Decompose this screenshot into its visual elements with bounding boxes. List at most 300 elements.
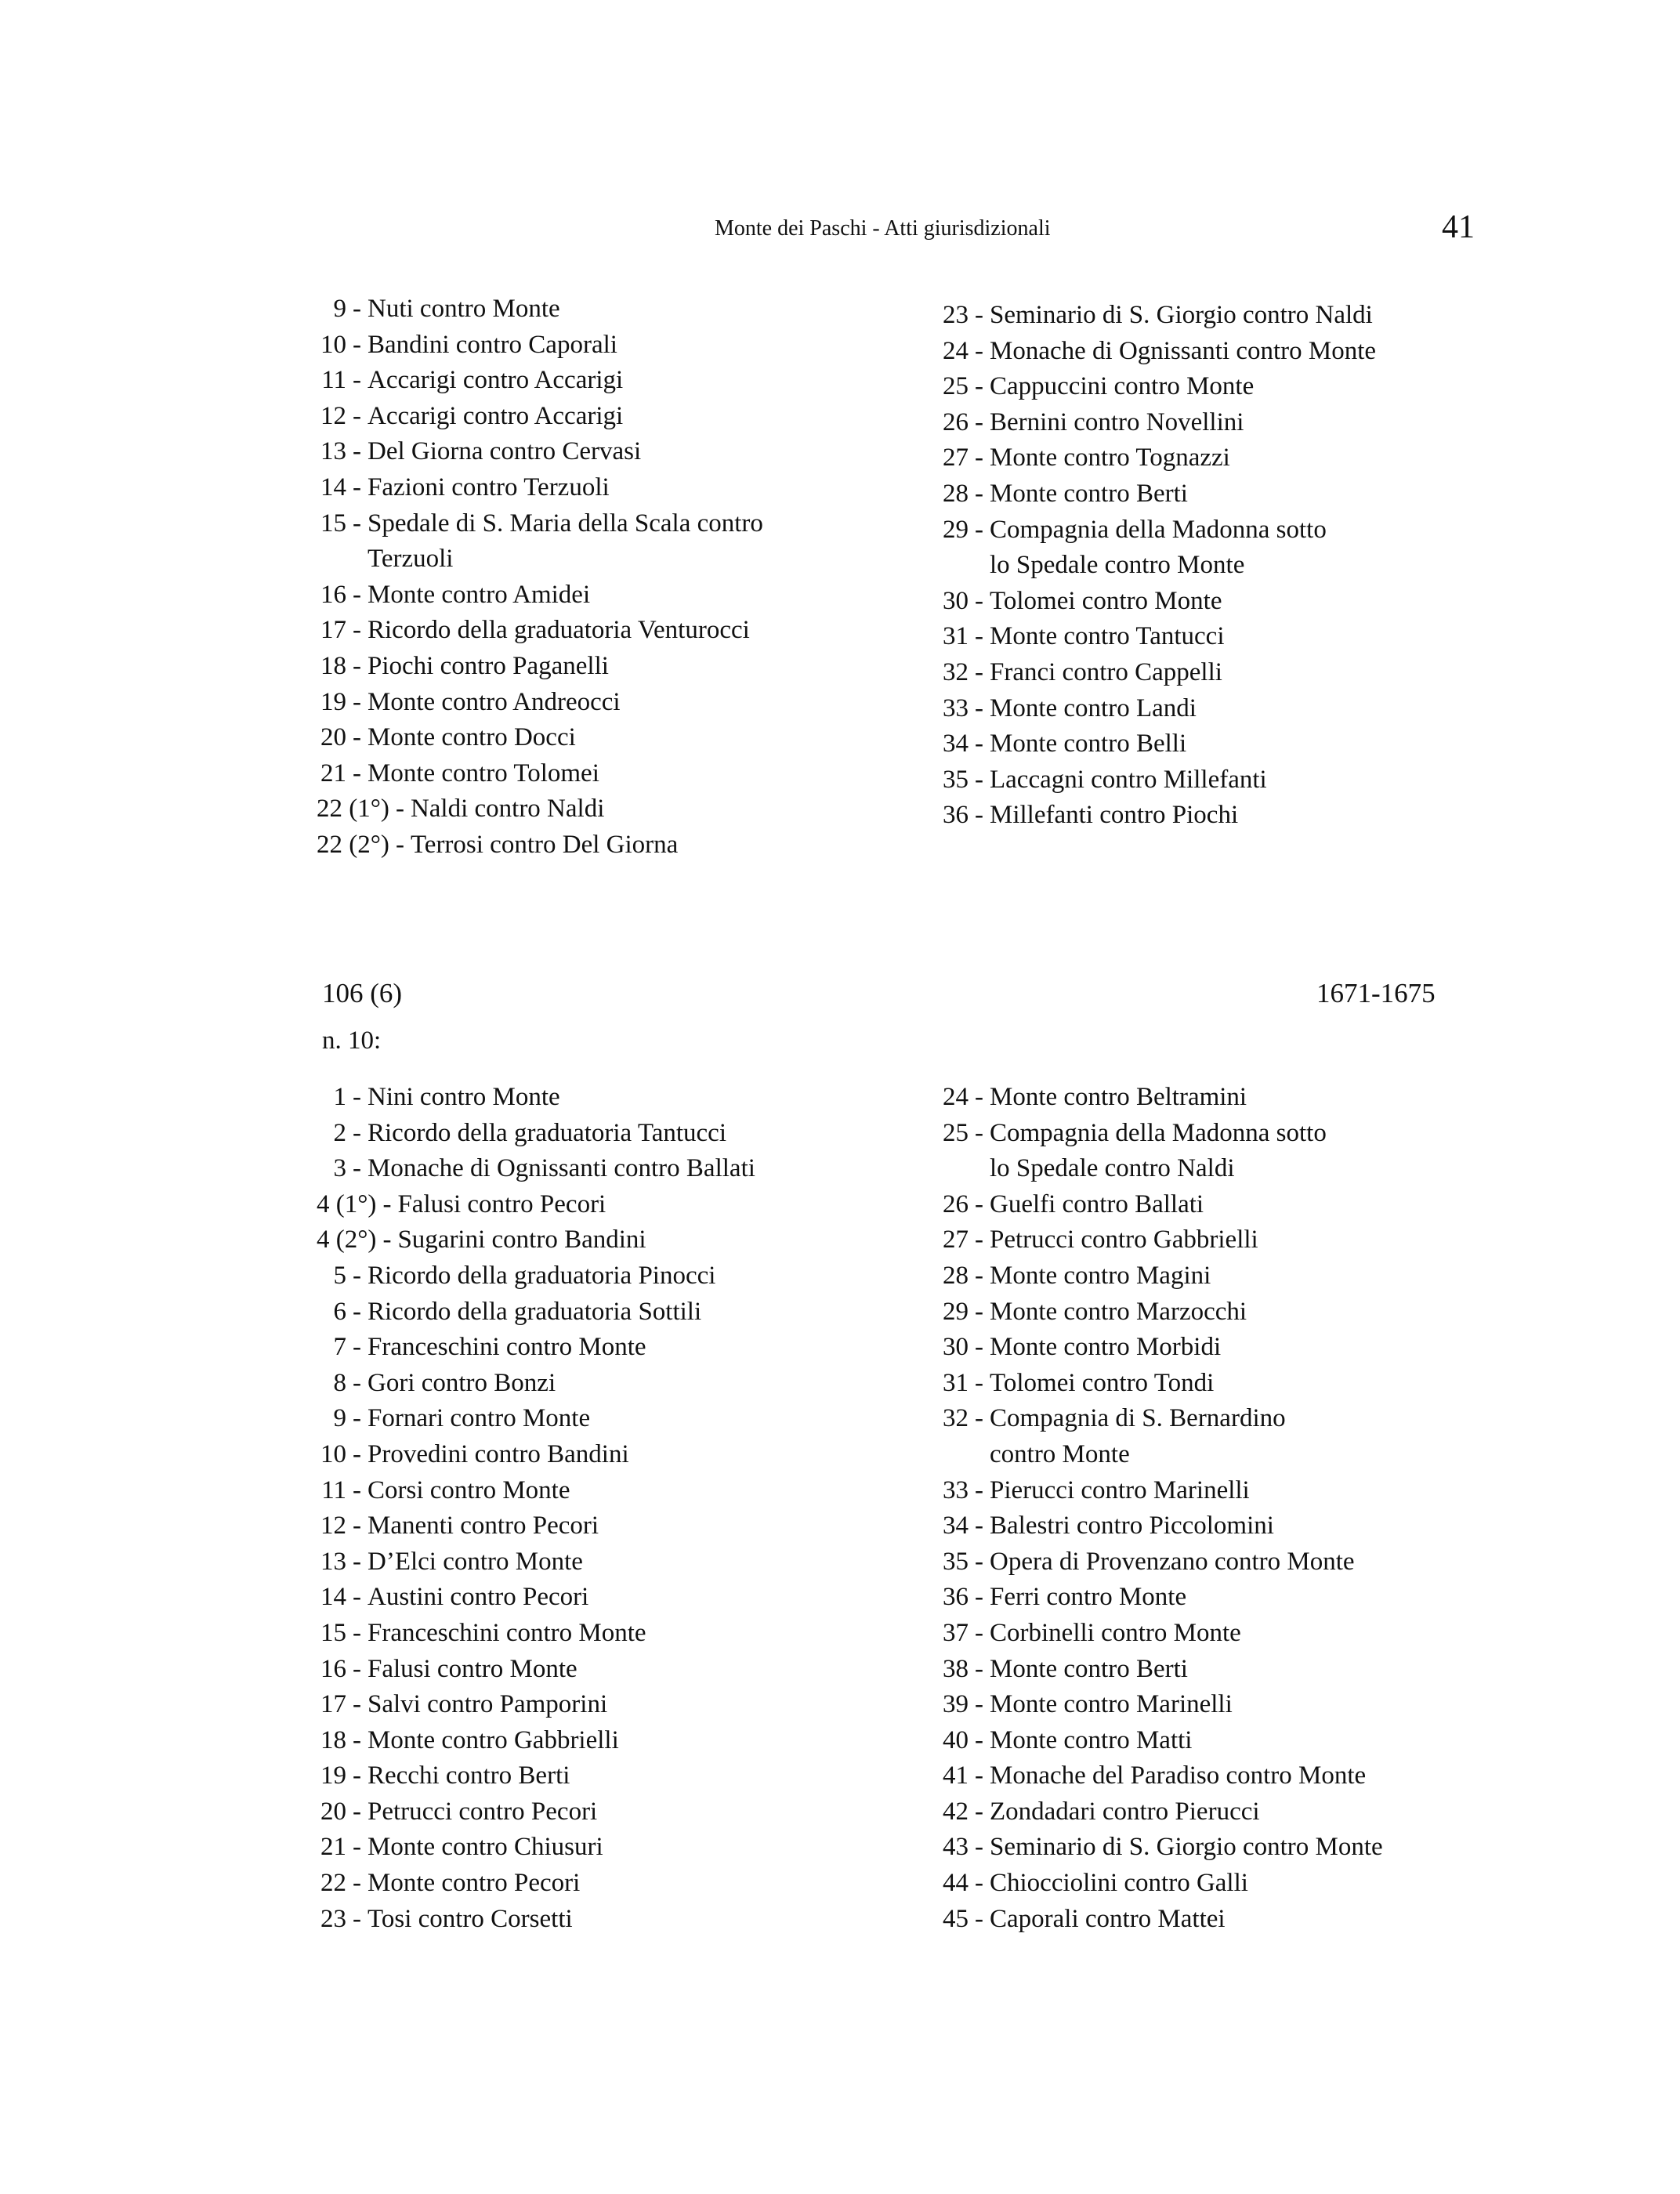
- list-item: [939, 1116, 1383, 1187]
- item-text: [368, 1366, 556, 1402]
- item-text-line: Monte contro Tantucci: [990, 622, 1225, 651]
- separator-dash: -: [975, 1547, 983, 1576]
- separator-dash: -: [975, 730, 983, 758]
- running-head-title: Monte dei Paschi - Atti giurisdizionali: [715, 216, 1051, 241]
- item-text-line: Seminario di S. Giorgio contro Monte: [990, 1833, 1383, 1862]
- item-text-line: Tolomei contro Monte: [990, 586, 1222, 615]
- item-text: [990, 1258, 1211, 1294]
- item-text: [990, 1830, 1383, 1866]
- separator-dash: -: [353, 1439, 361, 1468]
- item-text-line: Naldi contro Naldi: [410, 795, 605, 824]
- separator-dash: -: [353, 1297, 361, 1326]
- item-number: 33: [943, 1475, 969, 1504]
- list-item: [317, 1723, 755, 1759]
- item-number: 29: [943, 1297, 969, 1326]
- item-number: 33: [943, 693, 969, 722]
- separator-dash: -: [975, 1512, 983, 1541]
- item-text-line: lo Spedale contro Naldi: [990, 1154, 1235, 1183]
- item-text: [990, 476, 1188, 512]
- item-number: 9: [333, 1404, 346, 1433]
- separator-dash: -: [353, 1725, 361, 1754]
- separator-dash: -: [975, 1869, 983, 1898]
- item-text: [368, 1723, 619, 1759]
- separator-dash: -: [353, 1118, 361, 1147]
- item-number: 4 (1°): [317, 1189, 377, 1218]
- item-text: [990, 655, 1222, 691]
- item-number: 10: [320, 330, 346, 359]
- list-item: [317, 791, 763, 827]
- separator-dash: -: [353, 472, 361, 501]
- list-item: [317, 1652, 755, 1688]
- item-number: 41: [943, 1761, 969, 1790]
- item-text-line: Monte contro Docci: [368, 723, 576, 752]
- item-text-line: Millefanti contro Piochi: [990, 801, 1239, 830]
- item-number: 17: [320, 1690, 346, 1719]
- item-number: 36: [943, 801, 969, 830]
- item-text: [368, 649, 609, 685]
- list-item: [939, 1758, 1383, 1794]
- item-text-line: Chiocciolini contro Galli: [990, 1869, 1248, 1898]
- item-text: [990, 1758, 1366, 1794]
- separator-dash: -: [975, 1083, 983, 1111]
- item-text: [990, 1473, 1250, 1509]
- item-number: 27: [943, 1226, 969, 1254]
- item-number: 43: [943, 1833, 969, 1862]
- list-item: [317, 1616, 755, 1652]
- separator-dash: -: [975, 1690, 983, 1719]
- list-item: [317, 1258, 755, 1294]
- item-number: 1: [333, 1083, 346, 1111]
- item-number: 30: [943, 586, 969, 615]
- item-number: 24: [943, 1083, 969, 1111]
- item-text-line: Monte contro Andreocci: [368, 687, 621, 716]
- list-item: [939, 1723, 1383, 1759]
- list-item: [939, 1794, 1383, 1830]
- item-number: 25: [943, 1118, 969, 1147]
- item-text-line: Corsi contro Monte: [368, 1475, 570, 1504]
- item-text-line: Monte contro Beltramini: [990, 1083, 1247, 1111]
- section1-left-column: [317, 291, 763, 863]
- item-number: 11: [321, 366, 346, 395]
- item-text-line: Tolomei contro Tondi: [990, 1368, 1215, 1397]
- item-number: 35: [943, 765, 969, 794]
- item-text: [990, 405, 1244, 441]
- separator-dash: -: [353, 1797, 361, 1826]
- item-text: [368, 1652, 578, 1688]
- separator-dash: -: [975, 336, 983, 365]
- item-text: [368, 1401, 590, 1437]
- separator-dash: -: [975, 407, 983, 436]
- item-text: [368, 1508, 599, 1544]
- separator-dash: -: [353, 1333, 361, 1362]
- list-item: [317, 1830, 755, 1866]
- item-text-line: Terzuoli: [368, 545, 454, 574]
- list-item: [939, 762, 1376, 798]
- item-text: [368, 1473, 570, 1509]
- item-text: [368, 1437, 629, 1473]
- item-text-line: Monte contro Pecori: [368, 1869, 581, 1898]
- item-text: [368, 399, 623, 435]
- list-item: [939, 405, 1376, 441]
- list-item: [317, 1687, 755, 1723]
- separator-dash: -: [975, 1654, 983, 1683]
- item-number: 19: [320, 687, 346, 716]
- separator-dash: -: [353, 1618, 361, 1647]
- section2-left-column: [317, 1080, 755, 1937]
- item-text: [368, 506, 763, 577]
- item-text: [397, 1222, 646, 1258]
- item-number: 24: [943, 336, 969, 365]
- item-text-line: Piochi contro Paganelli: [368, 651, 609, 680]
- list-item: [939, 476, 1376, 512]
- item-number: 3: [333, 1154, 346, 1183]
- separator-dash: -: [382, 1226, 392, 1254]
- item-number: 6: [333, 1297, 346, 1326]
- item-text-line: Fornari contro Monte: [368, 1404, 591, 1433]
- list-item: [317, 363, 763, 399]
- list-item: [939, 1294, 1383, 1331]
- item-text: [368, 1258, 715, 1294]
- page-number: 41: [1442, 209, 1475, 245]
- list-item: [939, 1866, 1383, 1902]
- item-number: 23: [320, 1904, 346, 1933]
- item-text: [990, 726, 1186, 762]
- separator-dash: -: [975, 1904, 983, 1933]
- separator-dash: -: [975, 801, 983, 830]
- section-id: 106 (6): [322, 978, 403, 1008]
- item-number: 15: [320, 509, 346, 538]
- list-item: [317, 577, 763, 614]
- item-text-line: Ricordo della graduatoria Venturocci: [368, 616, 750, 645]
- separator-dash: -: [353, 1547, 361, 1576]
- item-text-line: Seminario di S. Giorgio contro Naldi: [990, 301, 1373, 329]
- separator-dash: -: [382, 1189, 392, 1218]
- item-text-line: Provedini contro Bandini: [368, 1439, 629, 1468]
- item-text-line: Sugarini contro Bandini: [397, 1226, 646, 1254]
- item-number: 36: [943, 1583, 969, 1612]
- item-number: 9: [333, 295, 346, 323]
- separator-dash: -: [975, 1833, 983, 1862]
- item-text-line: Franceschini contro Monte: [368, 1333, 646, 1362]
- item-number: 22: [320, 1869, 346, 1898]
- item-text: [368, 1330, 646, 1366]
- item-text-line: Monte contro Magini: [990, 1261, 1211, 1290]
- separator-dash: -: [975, 1761, 983, 1790]
- item-text-line: Austini contro Pecori: [368, 1583, 589, 1612]
- list-item: [317, 827, 763, 863]
- separator-dash: -: [975, 1261, 983, 1290]
- list-item: [317, 1366, 755, 1402]
- list-item: [317, 1794, 755, 1830]
- item-number: 5: [333, 1261, 346, 1290]
- item-text: [368, 363, 623, 399]
- item-text: [990, 1294, 1247, 1331]
- separator-dash: -: [353, 1833, 361, 1862]
- item-text: [368, 1544, 583, 1580]
- list-item: [317, 506, 763, 577]
- separator-dash: -: [395, 830, 404, 859]
- separator-dash: -: [353, 330, 361, 359]
- item-number: 23: [943, 301, 969, 329]
- item-number: 42: [943, 1797, 969, 1826]
- item-text: [411, 827, 678, 863]
- separator-dash: -: [353, 758, 361, 787]
- item-text: [990, 584, 1222, 620]
- separator-dash: -: [353, 580, 361, 609]
- item-number: 29: [943, 515, 969, 544]
- item-text: [368, 291, 560, 328]
- list-item: [317, 470, 763, 506]
- item-text: [990, 798, 1238, 834]
- section-years: 1671-1675: [1316, 978, 1436, 1008]
- item-text-line: Monte contro Tolomei: [368, 758, 599, 787]
- item-text-line: Pierucci contro Marinelli: [990, 1475, 1250, 1504]
- item-text-line: Monte contro Gabbrielli: [368, 1725, 619, 1754]
- list-item: [939, 1258, 1383, 1294]
- item-number: 40: [943, 1725, 969, 1754]
- list-item: [317, 434, 763, 470]
- item-text: [368, 613, 750, 649]
- item-number: 30: [943, 1333, 969, 1362]
- separator-dash: -: [353, 1154, 361, 1183]
- item-number: 17: [320, 616, 346, 645]
- separator-dash: -: [975, 1368, 983, 1397]
- item-text-line: Falusi contro Pecori: [397, 1189, 606, 1218]
- item-text-line: Zondadari contro Pierucci: [990, 1797, 1260, 1826]
- item-text-line: Laccagni contro Millefanti: [990, 765, 1267, 794]
- list-item: [317, 399, 763, 435]
- item-text: [368, 720, 576, 756]
- item-text-line: Accarigi contro Accarigi: [368, 401, 624, 430]
- item-text-line: contro Monte: [990, 1439, 1130, 1468]
- item-text-line: Compagnia della Madonna sotto: [990, 1118, 1327, 1147]
- list-item: [317, 1294, 755, 1331]
- list-item: [939, 1473, 1383, 1509]
- separator-dash: -: [353, 1368, 361, 1397]
- list-item: [939, 1366, 1383, 1402]
- item-number: 25: [943, 372, 969, 401]
- item-text-line: Monte contro Morbidi: [990, 1333, 1222, 1362]
- item-text: [990, 762, 1267, 798]
- separator-dash: -: [353, 1654, 361, 1683]
- item-text: [990, 369, 1254, 405]
- item-text: [990, 1794, 1260, 1830]
- item-text-line: Franceschini contro Monte: [368, 1618, 646, 1647]
- list-item: [317, 1151, 755, 1187]
- item-text: [368, 1830, 603, 1866]
- item-text: [990, 334, 1376, 370]
- separator-dash: -: [975, 657, 983, 686]
- item-number: 19: [320, 1761, 346, 1790]
- separator-dash: -: [975, 1583, 983, 1612]
- separator-dash: -: [975, 444, 983, 472]
- item-number: 12: [320, 1512, 346, 1541]
- separator-dash: -: [353, 1261, 361, 1290]
- item-text: [990, 1687, 1233, 1723]
- separator-dash: -: [353, 616, 361, 645]
- list-item: [939, 1401, 1383, 1472]
- item-number: 16: [320, 1654, 346, 1683]
- list-item: [939, 1330, 1383, 1366]
- item-text: [990, 619, 1225, 655]
- item-text-line: Monte contro Belli: [990, 730, 1187, 758]
- list-item: [939, 1508, 1383, 1544]
- list-item: [317, 1187, 755, 1223]
- list-item: [317, 1080, 755, 1116]
- item-text: [368, 1580, 588, 1616]
- item-text: [990, 1222, 1258, 1258]
- list-item: [317, 1902, 755, 1938]
- item-number: 13: [320, 437, 346, 466]
- list-item: [317, 1866, 755, 1902]
- item-text-line: lo Spedale contro Monte: [990, 551, 1245, 580]
- item-number: 7: [333, 1333, 346, 1362]
- separator-dash: -: [975, 1333, 983, 1362]
- item-number: 18: [320, 1725, 346, 1754]
- separator-dash: -: [353, 1904, 361, 1933]
- list-item: [939, 1080, 1383, 1116]
- item-text: [990, 1544, 1355, 1580]
- item-text-line: Monte contro Amidei: [368, 580, 591, 609]
- item-text: [990, 1723, 1192, 1759]
- separator-dash: -: [975, 372, 983, 401]
- section1-right-column: [939, 298, 1376, 834]
- item-text-line: Monte contro Tognazzi: [990, 444, 1230, 472]
- separator-dash: -: [353, 1512, 361, 1541]
- list-item: [939, 655, 1376, 691]
- separator-dash: -: [353, 687, 361, 716]
- item-number: 27: [943, 444, 969, 472]
- separator-dash: -: [353, 1475, 361, 1504]
- item-number: 15: [320, 1618, 346, 1647]
- item-number: 22 (2°): [317, 830, 389, 859]
- separator-dash: -: [975, 1189, 983, 1218]
- item-text-line: Monache del Paradiso contro Monte: [990, 1761, 1367, 1790]
- item-text-line: Terrosi contro Del Giorna: [410, 830, 679, 859]
- item-text-line: Corbinelli contro Monte: [990, 1618, 1241, 1647]
- item-text: [990, 1080, 1247, 1116]
- item-number: 14: [320, 1583, 346, 1612]
- list-item: [317, 291, 763, 328]
- item-text: [368, 1866, 580, 1902]
- list-item: [939, 1902, 1383, 1938]
- item-text-line: Caporali contro Mattei: [990, 1904, 1226, 1933]
- item-text-line: Ricordo della graduatoria Tantucci: [368, 1118, 726, 1147]
- item-text: [368, 1116, 726, 1152]
- item-text-line: Cappuccini contro Monte: [990, 372, 1255, 401]
- item-text-line: Accarigi contro Accarigi: [368, 366, 624, 395]
- item-text-line: Petrucci contro Gabbrielli: [990, 1226, 1258, 1254]
- item-text: [990, 1902, 1226, 1938]
- item-number: 21: [320, 758, 346, 787]
- item-text-line: Opera di Provenzano contro Monte: [990, 1547, 1355, 1576]
- item-text-line: Fazioni contro Terzuoli: [368, 472, 610, 501]
- list-item: [939, 691, 1376, 727]
- item-text: [990, 1580, 1186, 1616]
- item-number: 21: [320, 1833, 346, 1862]
- separator-dash: -: [975, 622, 983, 651]
- item-number: 28: [943, 479, 969, 508]
- item-number: 38: [943, 1654, 969, 1683]
- separator-dash: -: [975, 1475, 983, 1504]
- item-text-line: Monte contro Landi: [990, 693, 1197, 722]
- list-item: [939, 1830, 1383, 1866]
- section2-right-column: [939, 1080, 1383, 1937]
- list-item: [317, 1437, 755, 1473]
- item-text-line: Guelfi contro Ballati: [990, 1189, 1204, 1218]
- list-item: [317, 1222, 755, 1258]
- item-text: [368, 577, 590, 614]
- item-text-line: Spedale di S. Maria della Scala contro: [368, 509, 763, 538]
- list-item: [317, 649, 763, 685]
- item-number: 35: [943, 1547, 969, 1576]
- list-item: [317, 1401, 755, 1437]
- list-item: [317, 613, 763, 649]
- list-item: [317, 328, 763, 364]
- separator-dash: -: [975, 515, 983, 544]
- item-number: 20: [320, 1797, 346, 1826]
- item-text: [990, 1866, 1248, 1902]
- item-text: [368, 685, 621, 721]
- item-text: [368, 1080, 560, 1116]
- item-text-line: Bandini contro Caporali: [368, 330, 617, 359]
- item-number: 32: [943, 1404, 969, 1433]
- item-text-line: Monte contro Marinelli: [990, 1690, 1233, 1719]
- item-text: [990, 691, 1197, 727]
- list-item: [939, 512, 1376, 584]
- item-text-line: Nini contro Monte: [368, 1083, 560, 1111]
- item-text: [990, 298, 1373, 334]
- item-text: [368, 1758, 570, 1794]
- item-text: [397, 1187, 606, 1223]
- item-text: [368, 470, 610, 506]
- item-text: [411, 791, 604, 827]
- item-text: [990, 1116, 1327, 1187]
- separator-dash: -: [353, 723, 361, 752]
- item-number: 4 (2°): [317, 1226, 377, 1254]
- section-subhead: n. 10:: [322, 1026, 382, 1055]
- item-number: 16: [320, 580, 346, 609]
- item-text-line: D’Elci contro Monte: [368, 1547, 583, 1576]
- separator-dash: -: [353, 651, 361, 680]
- list-item: [939, 1580, 1383, 1616]
- item-number: 22 (1°): [317, 795, 389, 824]
- list-item: [939, 369, 1376, 405]
- separator-dash: -: [353, 1083, 361, 1111]
- item-text-line: Ricordo della graduatoria Sottili: [368, 1297, 702, 1326]
- item-number: 45: [943, 1904, 969, 1933]
- item-number: 10: [320, 1439, 346, 1468]
- item-number: 28: [943, 1261, 969, 1290]
- item-text: [368, 1794, 597, 1830]
- list-item: [939, 584, 1376, 620]
- separator-dash: -: [975, 1118, 983, 1147]
- item-number: 2: [333, 1118, 346, 1147]
- list-item: [939, 1187, 1383, 1223]
- separator-dash: -: [975, 1725, 983, 1754]
- item-number: 31: [943, 622, 969, 651]
- separator-dash: -: [353, 295, 361, 323]
- item-number: 11: [321, 1475, 346, 1504]
- separator-dash: -: [353, 509, 361, 538]
- separator-dash: -: [353, 1404, 361, 1433]
- separator-dash: -: [395, 795, 404, 824]
- list-item: [939, 798, 1376, 834]
- list-item: [939, 440, 1376, 476]
- item-number: 44: [943, 1869, 969, 1898]
- item-number: 12: [320, 401, 346, 430]
- item-text-line: Ferri contro Monte: [990, 1583, 1187, 1612]
